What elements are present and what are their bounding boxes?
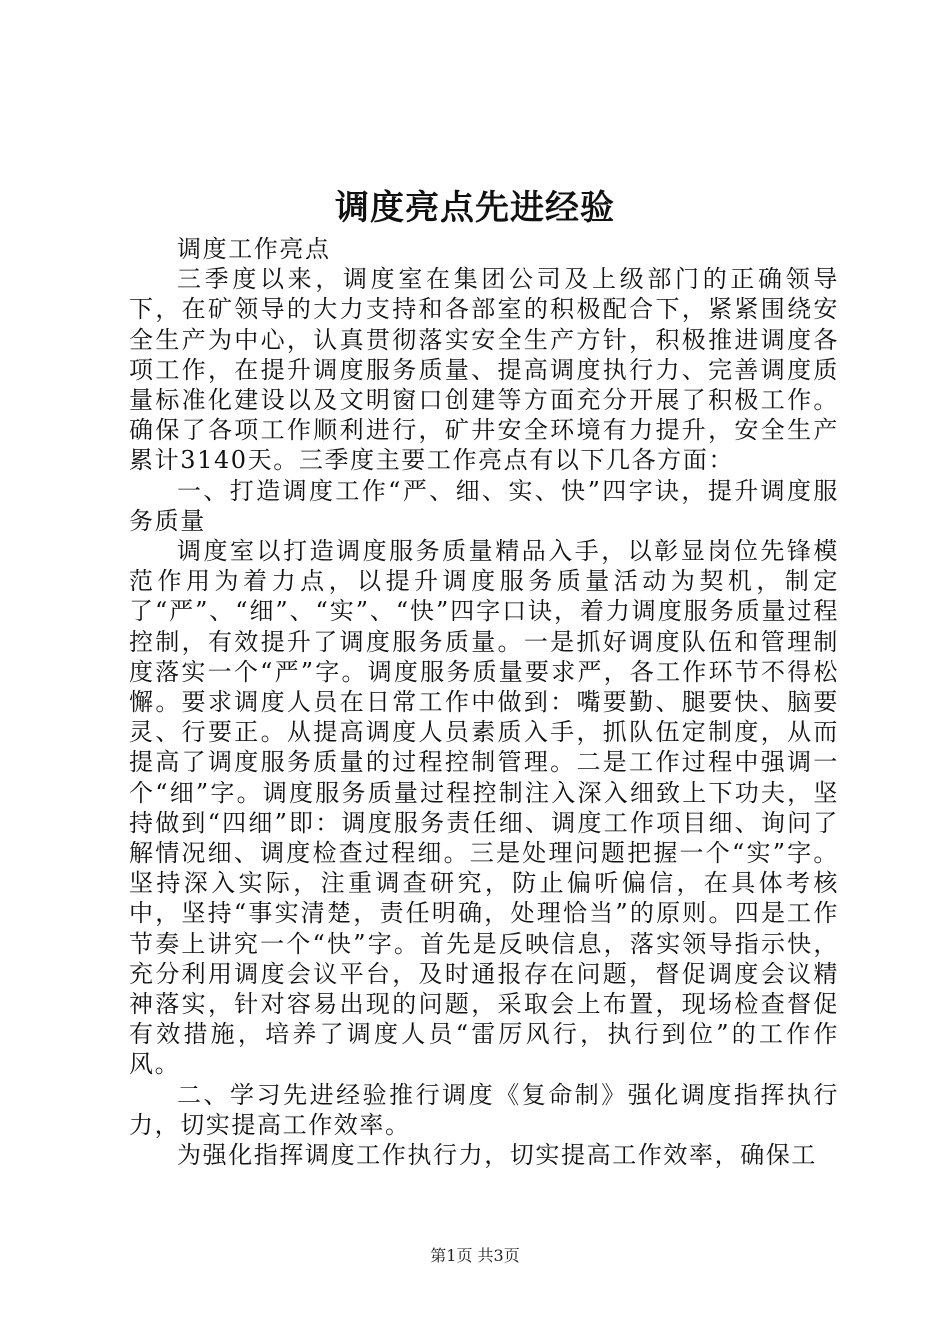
section-heading: 调度工作亮点	[177, 235, 331, 263]
page-footer: 第1页 共3页	[430, 1246, 520, 1265]
body-paragraph: 三季度以来，调度室在集团公司及上级部门的正确领导下，在矿领导的大力支持和各部室的积极配合下，紧紧围绕安全生产为中心，认真贯彻落实安全生产方针，积极推进调度各项工作，在提升调度服务质量、提高调度执行力、完善调度质量标准化建设以及文明窗口创建等方面充分开展了积极工作。确保了各项工作顺利进行，矿井安全环境有力提升，安全生产累计3140天。三季度主要工作亮点有以下几各方面：	[129, 265, 839, 475]
document-body	[129, 234, 839, 1170]
section-heading: 一、打造调度工作“严、细、实、快”四字诀，提升调度服务质量	[129, 476, 839, 535]
section-heading: 二、学习先进经验推行调度《复命制》强化调度指挥执行力，切实提高工作效率。	[129, 1080, 839, 1139]
page-title: 调度亮点先进经验	[335, 188, 615, 228]
body-paragraph: 为强化指挥调度工作执行力，切实提高工作效率，确保工	[177, 1141, 817, 1170]
body-paragraph: 调度室以打造调度服务质量精品入手，以彰显岗位先锋模范作用为着力点，以提升调度服务质量活动为契机，制定了“严”、“细”、“实”、“快”四字口诀，着力调度服务质量过程控制，有效提升了调度服务质量。一是抓好调度队伍和管理制度落实一个“严”字。调度服务质量要求严，各工作环节不得松懈。要求调度人员在日常工作中做到：嘴要勤、腿要快、脑要灵、行要正。从提高调度人员素质入手，抓队伍定制度，从而提高了调度服务质量的过程控制管理。二是工作过程中强调一个“细”字。调度服务质量过程控制注入深入细致上下功夫，坚持做到“四细”即：调度服务责任细、调度工作项目细、询问了解情况细、调度检查过程细。三是处理问题把握一个“实”字。坚持深入实际，注重调查研究，防止偏听偏信，在具体考核中，坚持“事实清楚，责任明确，处理恰当”的原则。四是工作节奏上讲究一个“快”字。首先是反映信息，落实领导指示快，充分利用调度会议平台，及时通报存在问题，督促调度会议精神落实，针对容易出现的问题，采取会上布置，现场检查督促有效措施，培养了调度人员“雷厉风行，执行到位”的工作作风。	[129, 537, 839, 1079]
